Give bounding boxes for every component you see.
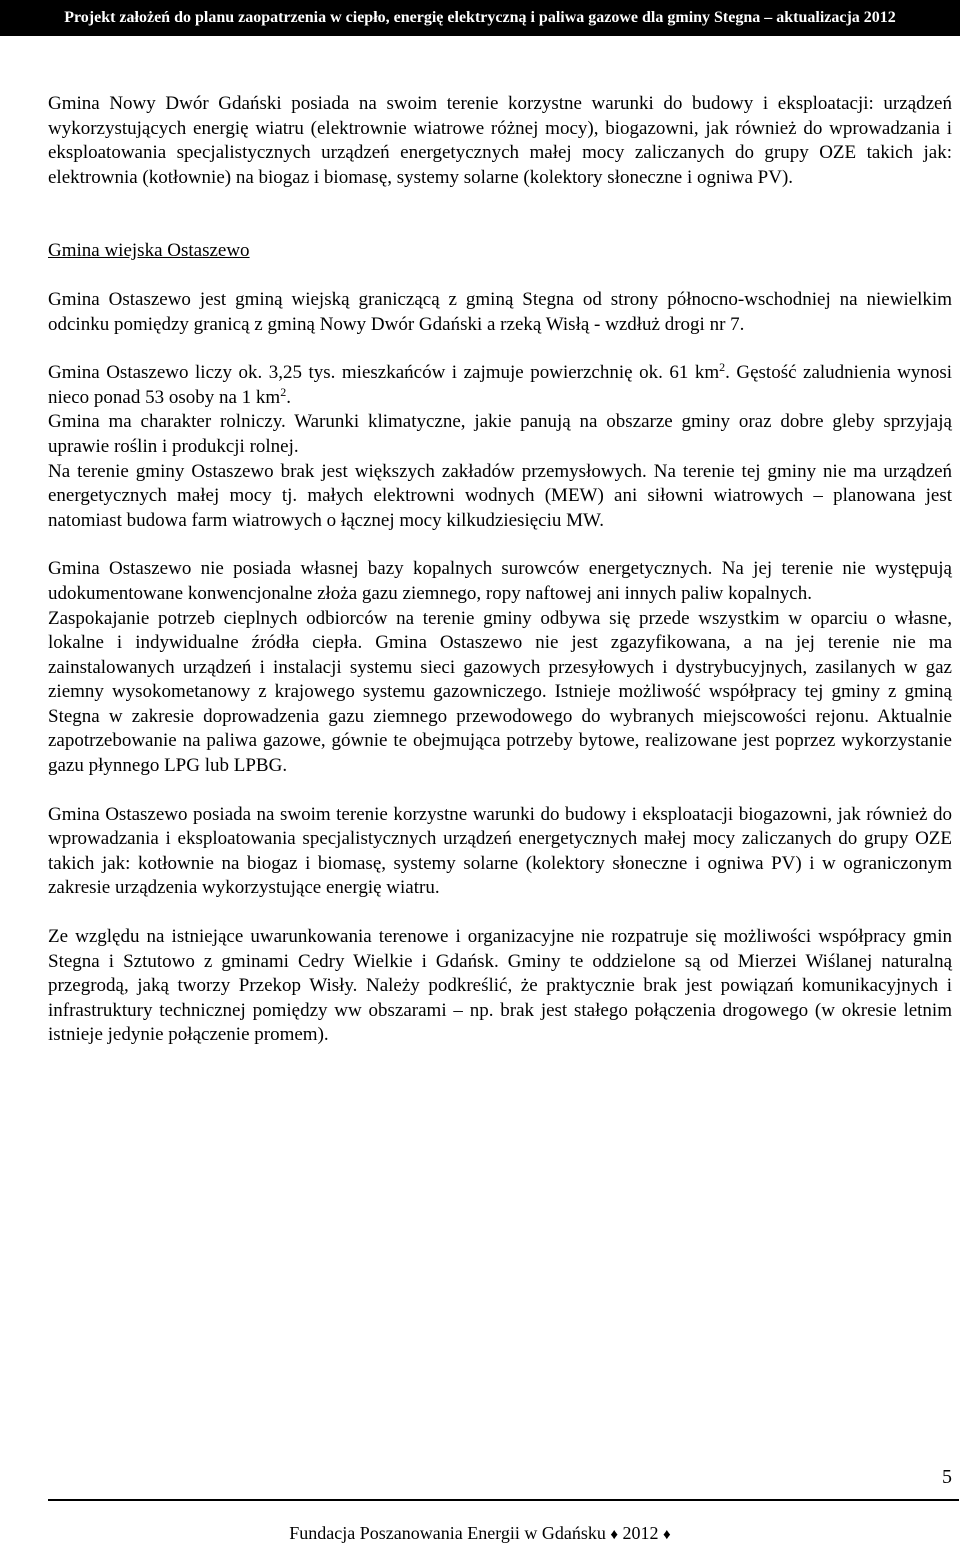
diamond-icon: ♦	[610, 1527, 619, 1543]
paragraph-cooperation: Ze względu na istniejące uwarunkowania terenowe i organizacyjne nie rozpatruje się możliwości współpracy gmin Stegna i Sztutowo z gminami Cedry Wielkie i Gdańsk. Gminy te oddzielone są od Mierzei Wiślanej naturalną przegrodą, jaką tworzy Przekop Wisły. Należy podkreślić, że praktycznie brak jest powiązań komunikacyjnych i infrastruktury technicznej pomiędzy ww obszarami – np. brak jest stałego połączenia drogowego (w okresie letnim istnieje jedynie połączenie promem).	[48, 926, 952, 1046]
diamond-icon-end: ♦	[663, 1527, 671, 1543]
intro-paragraph: Gmina Nowy Dwór Gdański posiada na swoim terenie korzystne warunki do budowy i eksploatacji: urządzeń wykorzystujących energię wiatru (elektrownie wiatrowe różnej mocy), biogazowni, jak również do wprowadzania i eksploatowania specjalistycznych urządzeń energetycznych małej mocy zaliczanych do grupy OZE takich jak: elektrownia (kotłownie) na biogaz i biomasę, systemy solarne (kolektory słoneczne i ogniwa PV).	[48, 93, 952, 188]
superscript-2b: 2	[280, 384, 287, 399]
population-text: Gmina Ostaszewo liczy ok. 3,25 tys. mieszkańców i zajmuje powierzchnię ok. 61 km	[48, 362, 720, 384]
footer-year: 2012	[622, 1523, 659, 1543]
paragraph-location: Gmina Ostaszewo jest gminą wiejską graniczącą z gminą Stegna od strony północno-wschodniej na niewielkim odcinku pomiędzy granicą z gminą Nowy Dwór Gdański a rzeką Wisłą - wzdłuż drogi nr 7.	[48, 288, 952, 335]
document-body	[48, 92, 952, 1048]
density-text: . Gęstość zaludnienia wynosi nieco ponad 53 osoby na 1 km	[48, 362, 952, 408]
footer-organization: Fundacja Poszanowania Energii w Gdańsku	[289, 1523, 606, 1543]
paragraph-renewables: Gmina Ostaszewo posiada na swoim terenie korzystne warunki do budowy i eksploatacji biogazowni, jak również do wprowadzania i eksploatowania specjalistycznych urządzeń energetycznych małej mocy zaliczanych do grupy OZE takich jak: kotłownie na biogaz i biomasę, systemy solarne (kolektory słoneczne i ogniwa PV) i w ograniczonym zakresie urządzenia wykorzystujące energię wiatru.	[48, 803, 952, 899]
paragraph-population	[48, 361, 952, 410]
section-heading	[48, 239, 952, 264]
paragraph-agriculture: Gmina ma charakter rolniczy. Warunki klimatyczne, jakie panują na obszarze gminy oraz dobre gleby sprzyjają uprawie roślin i produkcji rolnej.	[48, 411, 952, 457]
paragraph-heating: Zaspokajanie potrzeb cieplnych odbiorców na terenie gminy odbywa się przede wszystkim w oparciu o własne, lokalne i indywidualne źródła ciepła. Gmina Ostaszewo nie jest zgazyfikowana, a na jej terenie nie ma zainstalowanych urządzeń i instalacji systemu sieci gazowych przesyłowych i dystrybucyjnych, zasilanych w gaz ziemny wysokometanowy z krajowego systemu gazowniczego. Istnieje możliwość współpracy tej gminy z gminą Stegna w zakresie doprowadzenia gazu ziemnego przewodowego do wybranych miejscowości rejonu. Aktualnie zapotrzebowanie na paliwa gazowe, gównie te obejmująca potrzeby bytowe, realizowane jest poprzez wykorzystanie gazu płynnego LPG lub LPBG.	[48, 607, 952, 777]
paragraph-resources: Gmina Ostaszewo nie posiada własnej bazy kopalnych surowców energetycznych. Na jej terenie nie występują udokumentowane konwencjonalne złoża gazu ziemnego, ropy naftowej ani innych paliw kopalnych.	[48, 558, 952, 604]
superscript-2a: 2	[719, 360, 726, 375]
paragraph-industry: Na terenie gminy Ostaszewo brak jest większych zakładów przemysłowych. Na terenie tej gminy nie ma urządzeń energetycznych małej mocy tj. małych elektrowni wodnych (MEW) ani siłowni wiatrowych – planowana jest natomiast budowa farm wiatrowych o łącznej mocy kilkudziesięciu MW.	[48, 460, 952, 531]
header-title: Projekt założeń do planu zaopatrzenia w ciepło, energię elektryczną i paliwa gazowe dla gminy Stegna – aktualizacja 2012	[64, 9, 896, 26]
footer	[0, 1523, 960, 1544]
header-bar	[0, 0, 960, 36]
density-end: .	[286, 386, 291, 408]
footer-divider	[48, 1499, 959, 1501]
page-number: 5	[942, 1466, 952, 1488]
section-heading-text: Gmina wiejska Ostaszewo	[48, 240, 250, 262]
